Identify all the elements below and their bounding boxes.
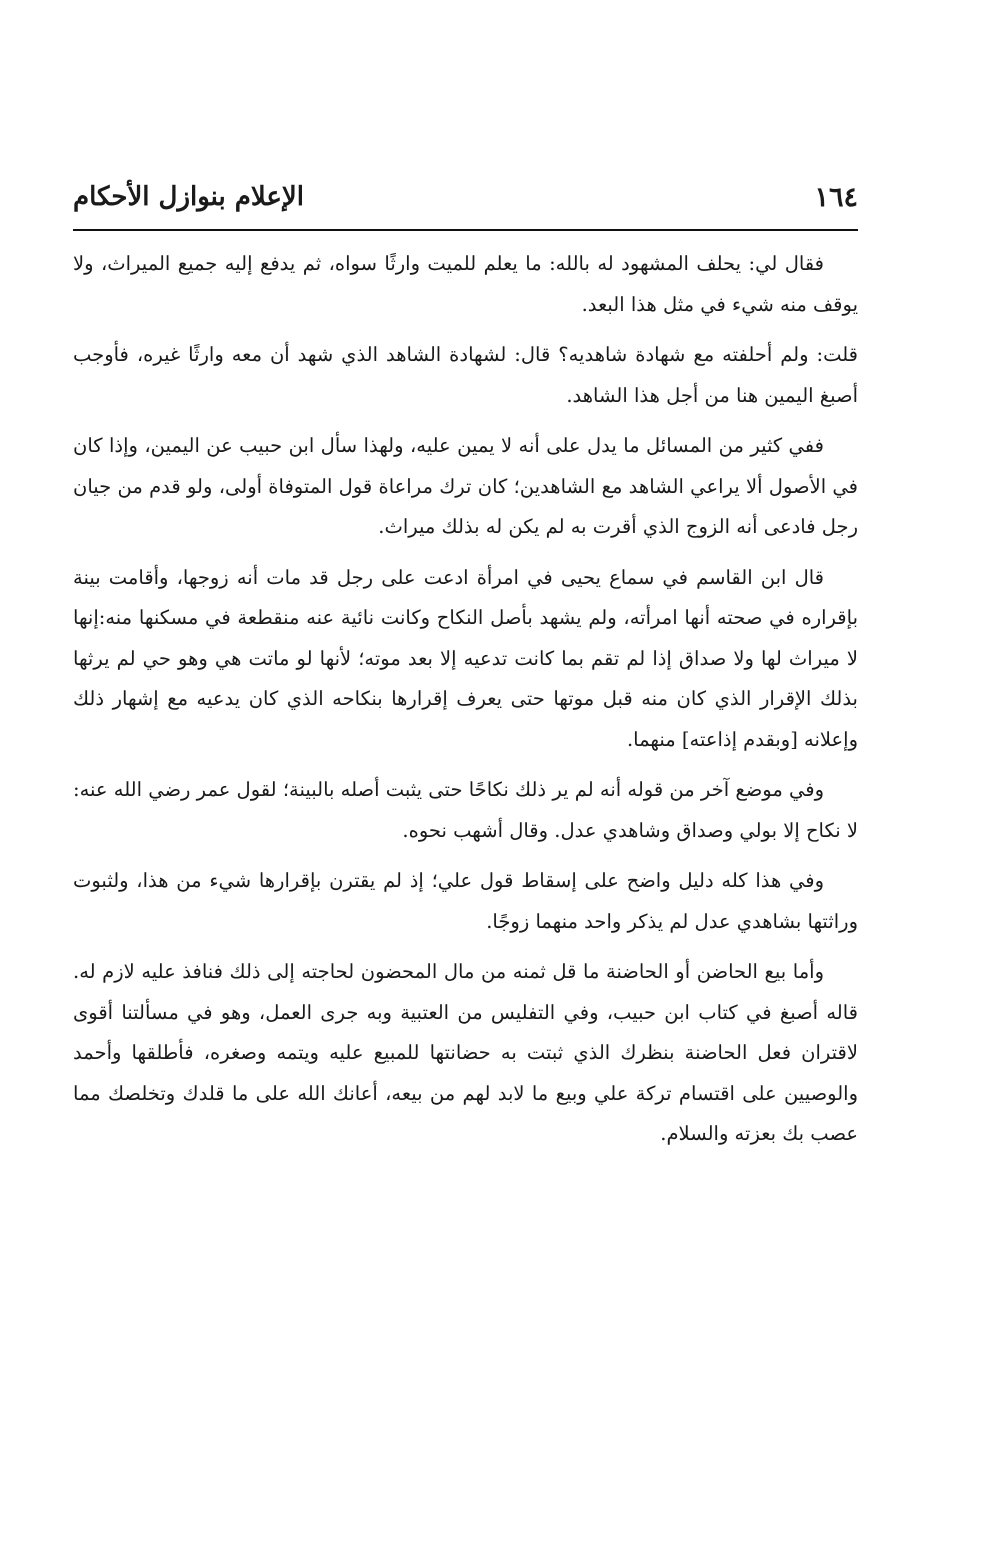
paragraph-1: فقال لي: يحلف المشهود له بالله: ما يعلم للميت وارثًا سواه، ثم يدفع إليه جميع الميراث، ولا يوقف منه شيء في مثل هذا البعد.	[73, 252, 858, 316]
paragraph-4: قال ابن القاسم في سماع يحيى في امرأة ادعت على رجل قد مات أنه زوجها، وأقامت بينة بإقراره في صحته أنها امرأته، ولم يشهد بأصل النكاح وكانت نائية عنه منقطعة في مسكنها منه:إنها لا ميراث لها ولا صداق إذا لم تقم بما كانت تدعيه إلا بعد موته؛ لأنها لو ماتت هي وهو حي لم يرثها بذلك الإقرار الذي كان منه قبل موتها حتى يعرف إقرارها بنكاحه الذي كان يدعيه مع إشهار ذلك وإعلانه [وبقدم إذاعته] منهما.	[73, 565, 858, 751]
paragraph-5: وفي موضع آخر من قوله أنه لم ير ذلك نكاحًا حتى يثبت أصله بالبينة؛ لقول عمر رضي الله عنه: لا نكاح إلا بولي وصداق وشاهدي عدل. وقال أشهب نحوه.	[73, 778, 858, 842]
running-title: الإعلام بنوازل الأحكام	[73, 182, 304, 212]
page-number: ١٦٤	[814, 182, 858, 213]
paragraph-6: وفي هذا كله دليل واضح على إسقاط قول علي؛ إذ لم يقترن بإقرارها شيء من هذا، ولثبوت وراثتها بشاهدي عدل لم يذكر واحد منهما زوجًا.	[73, 869, 858, 933]
header-divider	[73, 229, 858, 231]
page-header	[73, 178, 858, 228]
paragraph-2: قلت: ولم أحلفته مع شهادة شاهديه؟ قال: لشهادة الشاهد الذي شهد أن معه وارثًا غيره، فأوجب أصبغ اليمين هنا من أجل هذا الشاهد.	[73, 343, 858, 407]
paragraph-7: وأما بيع الحاضن أو الحاضنة ما قل ثمنه من مال المحضون لحاجته إلى ذلك فنافذ عليه لازم له. قاله أصبغ في كتاب ابن حبيب، وفي التفليس من العتبية وبه جرى العمل، وهو في مسألتنا أقوى لاقتران فعل الحاضنة بنظرك الذي ثبتت به حضانتها للمبيع عليه ويتمه وصغره، فأطلقها وأحمد والوصيين على اقتسام تركة علي وبيع ما لابد لهم من بيعه، أعانك الله على ما قلدك وتخلصك مما عصب بك بعزته والسلام.	[73, 960, 858, 1145]
paragraph-3: ففي كثير من المسائل ما يدل على أنه لا يمين عليه، ولهذا سأل ابن حبيب عن اليمين، وإذا كان في الأصول ألا يراعي الشاهد مع الشاهدين؛ كان ترك مراعاة قول المتوفاة أولى، ولو قدم من جيان رجل فادعى أنه الزوج الذي أقرت به لم يكن له بذلك ميراث.	[73, 434, 858, 538]
body-text	[73, 244, 858, 1165]
